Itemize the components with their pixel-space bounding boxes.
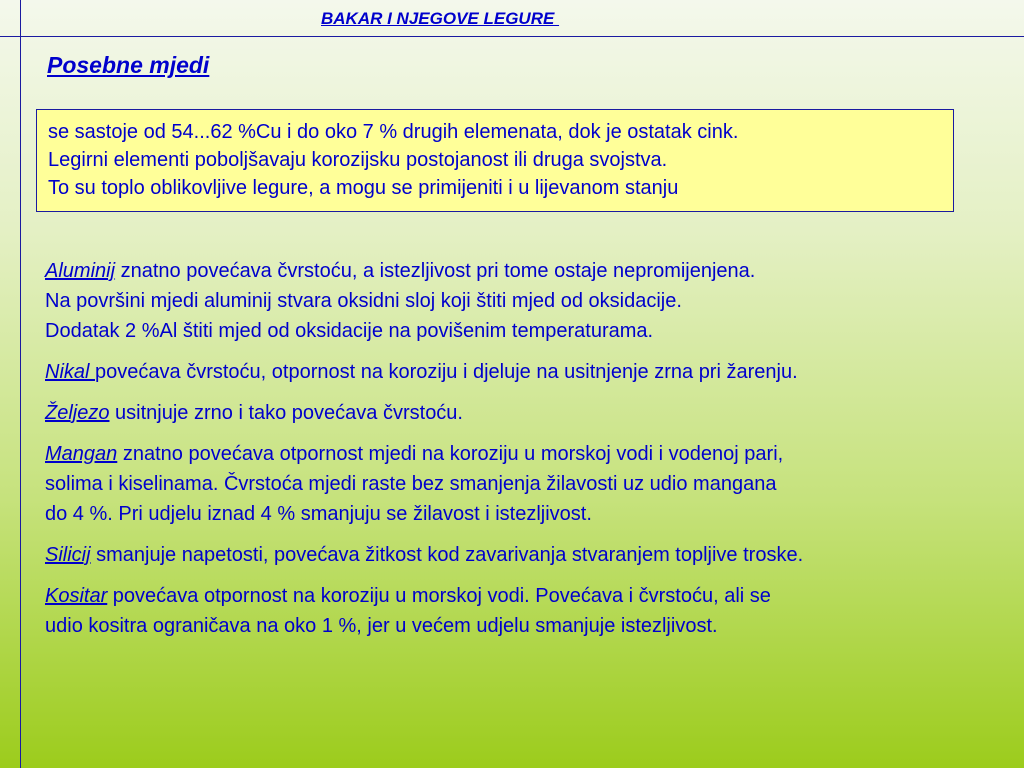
element-text: znatno povećava otpornost mjedi na koroziju u morskoj vodi i vodenoj pari, <box>117 443 784 465</box>
info-box-line: To su toplo oblikovljive legure, a mogu se primijeniti i u lijevanom stanju <box>48 177 679 199</box>
element-text: znatno povećava čvrstoću, a istezljivost pri tome ostaje nepromijenjena. <box>115 260 756 282</box>
slide-header-title: BAKAR I NJEGOVE LEGURE <box>321 9 560 28</box>
element-text-line: Na površini mjedi aluminij stvara oksidni sloj koji štiti mjed od oksidacije. <box>45 290 682 312</box>
element-paragraph-kositar <box>45 581 1020 641</box>
element-text: povećava otpornost na koroziju u morskoj vodi. Povećava i čvrstoću, ali se <box>107 585 771 607</box>
element-term: Aluminij <box>45 260 116 282</box>
element-paragraph-nikal <box>45 357 1020 387</box>
element-text-line: udio kositra ograničava na oko 1 %, jer u većem udjelu smanjuje istezljivost. <box>45 615 718 637</box>
element-text: smanjuje napetosti, povećava žitkost kod zavarivanja stvaranjem topljive troske. <box>90 544 804 566</box>
element-term: Nikal <box>45 361 96 383</box>
element-paragraph-mangan <box>45 439 1020 529</box>
element-term: Željezo <box>45 402 110 424</box>
element-term: Mangan <box>45 443 118 465</box>
element-text-line: Dodatak 2 %Al štiti mjed od oksidacije na povišenim temperaturama. <box>45 320 654 342</box>
slide-subtitle: Posebne mjedi <box>47 52 210 78</box>
element-paragraph-zeljezo <box>45 398 1020 428</box>
element-paragraph-silicij <box>45 540 1020 570</box>
element-term: Silicij <box>45 544 91 566</box>
element-text-line: do 4 %. Pri udjelu iznad 4 % smanjuju se žilavost i istezljivost. <box>45 503 592 525</box>
info-box-line: Legirni elementi poboljšavaju korozijsku postojanost ili druga svojstva. <box>48 149 668 171</box>
element-term: Kositar <box>45 585 108 607</box>
element-text-line: solima i kiselinama. Čvrstoća mjedi raste bez smanjenja žilavosti uz udio mangana <box>45 473 777 495</box>
element-paragraph-aluminij <box>45 256 1020 346</box>
left-vertical-rule <box>20 0 21 768</box>
alloying-elements-list <box>45 256 1020 652</box>
info-box <box>36 109 954 212</box>
element-text: povećava čvrstoću, otpornost na koroziju i djeluje na usitnjenje zrna pri žarenju. <box>95 361 798 383</box>
info-box-line: se sastoje od 54...62 %Cu i do oko 7 % drugih elemenata, dok je ostatak cink. <box>48 121 739 143</box>
header-horizontal-rule <box>0 36 1024 37</box>
element-text: usitnjuje zrno i tako povećava čvrstoću. <box>109 402 463 424</box>
